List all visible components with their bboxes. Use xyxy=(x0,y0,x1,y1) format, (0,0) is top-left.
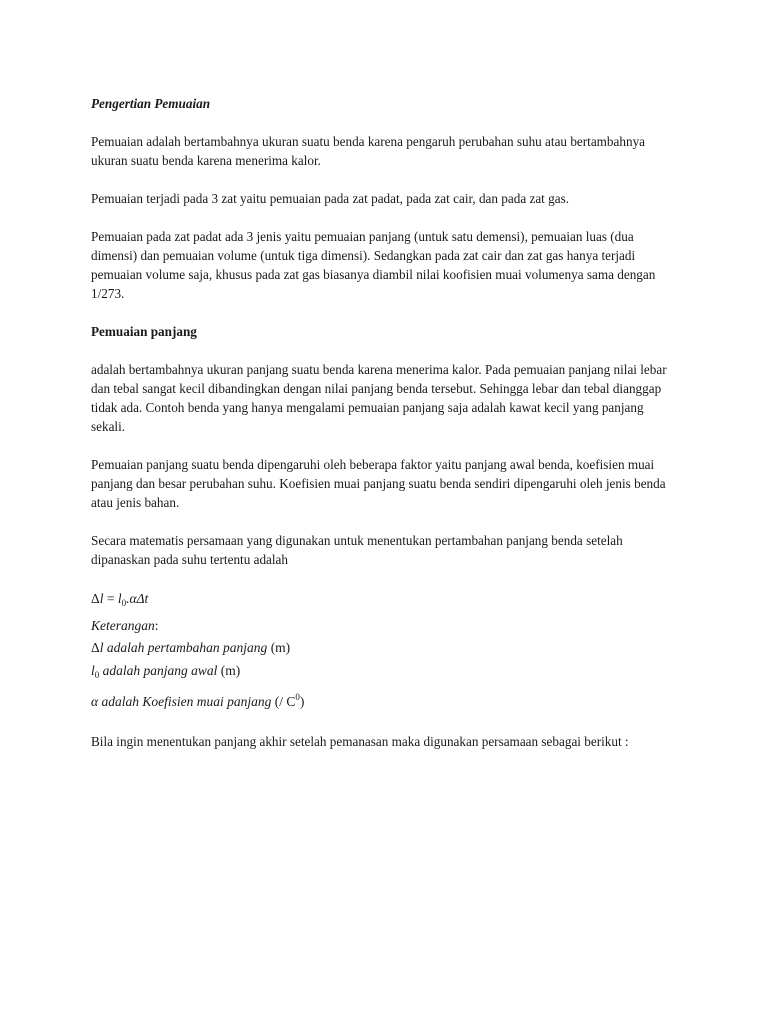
formula-line-alpha xyxy=(91,686,671,714)
formula-line-delta-l xyxy=(91,637,671,660)
formula-line-l0 xyxy=(91,660,671,687)
formula-main xyxy=(91,588,671,615)
paragraph-final-length: Bila ingin menentukan panjang akhir setelah pemanasan maka digunakan persamaan sebagai berikut : xyxy=(91,733,629,749)
line4-text: adalah Koefisien muai panjang xyxy=(98,694,275,709)
formula-block xyxy=(91,588,671,714)
heading-pemuaian-panjang: Pemuaian panjang xyxy=(91,324,197,339)
paragraph-linear-definition: adalah bertambahnya ukuran panjang suatu benda karena menerima kalor. Pada pemuaian panjang nilai lebar dan tebal sangat kecil dibandingkan dengan nilai panjang benda tersebut. Sehingga lebar dan tebal dianggap tidak ada. Contoh benda yang hanya mengalami pemuaian panjang saja adalah kawat kecil yang panjang sekali. xyxy=(91,362,667,434)
keterangan-colon: : xyxy=(154,617,159,633)
formula-l0: l xyxy=(117,591,122,606)
formula-dot-alpha: .α xyxy=(126,591,137,606)
line2-unit: (m) xyxy=(270,640,291,655)
paragraph-three-states: Pemuaian terjadi pada 3 zat yaitu pemuaian pada zat padat, pada zat cair, dan pada zat gas. xyxy=(91,191,570,206)
formula-keterangan xyxy=(91,615,671,638)
line2-delta: Δ xyxy=(91,640,100,655)
line3-l: l xyxy=(91,662,95,678)
document-page xyxy=(91,94,671,770)
line2-text: l adalah pertambahan panjang xyxy=(99,640,271,655)
line3-text: adalah panjang awal xyxy=(99,662,221,678)
formula-sub0: 0 xyxy=(121,598,127,608)
line3-unit: (m) xyxy=(220,662,241,678)
line4-unit-open: (/ C xyxy=(274,694,296,709)
document-title: Pengertian Pemuaian xyxy=(91,96,211,111)
formula-delta: Δ xyxy=(91,591,100,606)
line4-alpha: α xyxy=(91,694,99,709)
keterangan-label: Keterangan xyxy=(91,617,155,633)
formula-delta-t: Δt xyxy=(136,591,149,606)
line4-unit-close: ) xyxy=(299,694,305,709)
line4-sup0: 0 xyxy=(295,692,300,702)
paragraph-math-intro: Secara matematis persamaan yang digunakan untuk menentukan pertambahan panjang benda setelah dipanaskan pada suhu tertentu adalah xyxy=(91,533,623,567)
paragraph-solid-types: Pemuaian pada zat padat ada 3 jenis yaitu pemuaian panjang (untuk satu demensi), pemuaian luas (dua dimensi) dan pemuaian volume (untuk tiga dimensi). Sedangkan pada zat cair dan zat gas hanya terjadi pemuaian volume saja, khusus pada zat gas biasanya diambil nilai koofisien muai volumenya sama dengan 1/273. xyxy=(91,229,656,301)
formula-equals: = xyxy=(103,591,118,606)
line3-sub0: 0 xyxy=(94,669,100,680)
paragraph-definition: Pemuaian adalah bertambahnya ukuran suatu benda karena pengaruh perubahan suhu atau bertambahnya ukuran suatu benda karena menerima kalor. xyxy=(91,134,646,168)
formula-l: l xyxy=(99,591,104,606)
paragraph-linear-factors: Pemuaian panjang suatu benda dipengaruhi oleh beberapa faktor yaitu panjang awal benda, koefisien muai panjang dan besar perubahan suhu. Koefisien muai panjang suatu benda sendiri dipengaruhi oleh jenis benda atau jenis bahan. xyxy=(91,457,666,510)
